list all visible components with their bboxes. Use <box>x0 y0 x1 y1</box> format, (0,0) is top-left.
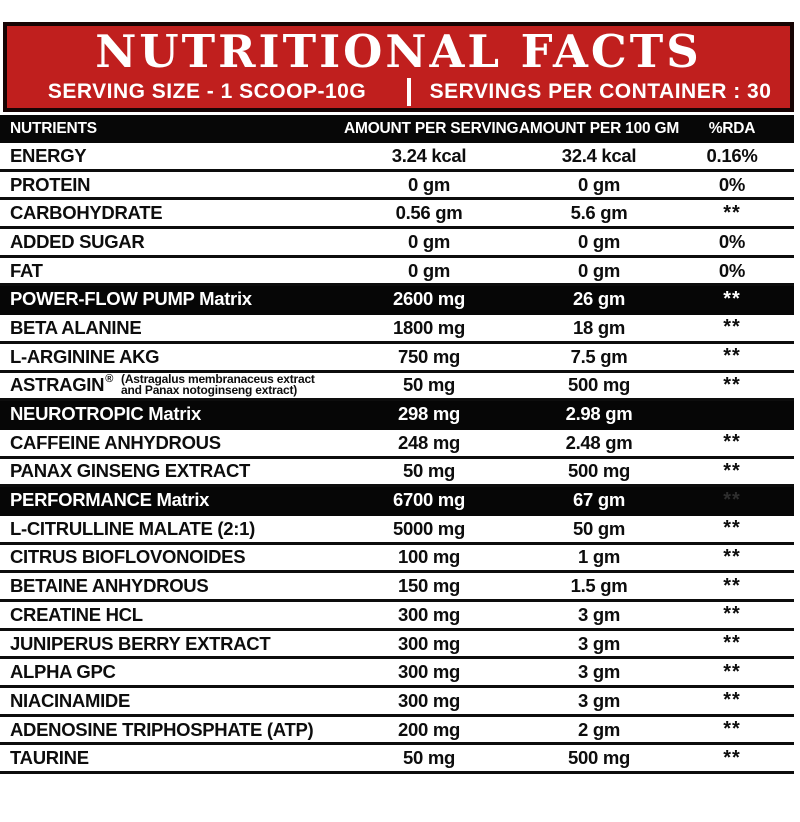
nutrition-label <box>0 22 800 822</box>
amount-per-100gm-value: 3 gm <box>578 603 620 625</box>
rda-value: ** <box>723 345 741 368</box>
column-header-rda: %RDA <box>708 120 756 137</box>
nutrient-name-cell <box>0 633 344 655</box>
nutrient-name-cell <box>0 489 344 511</box>
rda-value: ** <box>723 373 741 396</box>
table-row <box>0 631 794 660</box>
amount-per-serving-value: 200 mg <box>398 718 460 740</box>
nutrient-name: POWER-FLOW PUMP Matrix <box>10 288 252 310</box>
nutrient-name: NEUROTROPIC Matrix <box>10 403 201 425</box>
nutrient-name-cell <box>0 202 344 224</box>
nutrient-name-cell <box>0 460 344 482</box>
amount-per-100gm-value: 2 gm <box>578 718 620 740</box>
nutrient-name: PERFORMANCE Matrix <box>10 489 210 511</box>
rda-value: ** <box>723 689 741 712</box>
rda-value: 0.16% <box>706 144 758 166</box>
amount-per-serving-value: 298 mg <box>398 403 460 425</box>
amount-per-100gm-value: 2.48 gm <box>565 431 633 453</box>
nutrient-name: PROTEIN <box>10 173 91 195</box>
rda-value: 0% <box>718 230 746 252</box>
amount-per-100gm-value: 0 gm <box>578 259 620 281</box>
amount-per-100gm-value: 26 gm <box>573 288 625 310</box>
nutrient-name: CARBOHYDRATE <box>10 202 163 224</box>
amount-per-serving-value: 248 mg <box>398 431 460 453</box>
table-row <box>0 516 794 545</box>
nutrient-note-line1: (Astragalus membranaceus extract <box>121 371 315 386</box>
amount-per-serving-value: 150 mg <box>398 575 460 597</box>
nutrient-name-cell <box>0 546 344 568</box>
amount-per-serving-value: 0 gm <box>408 173 450 195</box>
amount-per-serving-value: 0 gm <box>408 259 450 281</box>
amount-per-100gm-value: 1 gm <box>578 546 620 568</box>
label-title: NUTRITIONAL FACTS <box>95 25 702 78</box>
amount-per-100gm-value: 50 gm <box>573 517 625 539</box>
nutrient-name-cell <box>0 260 344 282</box>
rda-value: ** <box>723 517 741 540</box>
nutrient-name-cell <box>0 346 344 368</box>
rda-value: ** <box>723 201 741 224</box>
nutrient-name-cell <box>0 231 344 253</box>
nutrient-name: ENERGY <box>10 144 87 166</box>
servings-per-container-text: SERVINGS PER CONTAINER : 30 <box>429 80 772 103</box>
amount-per-serving-value: 3.24 kcal <box>391 144 467 166</box>
table-row <box>0 172 794 201</box>
column-header-nutrients: NUTRIENTS <box>10 120 97 137</box>
nutrient-name: CREATINE HCL <box>10 603 143 625</box>
nutrient-name: BETA ALANINE <box>10 316 142 338</box>
nutrient-name-cell <box>0 371 344 398</box>
table-row <box>0 430 794 459</box>
amount-per-100gm-value: 7.5 gm <box>570 345 628 367</box>
amount-per-100gm-value: 67 gm <box>573 489 625 511</box>
nutrient-name-cell <box>0 575 344 597</box>
table-row <box>0 459 794 488</box>
column-header-amount-per-serving: AMOUNT PER SERVING <box>344 120 519 137</box>
nutrient-name: CITRUS BIOFLOVONOIDES <box>10 546 246 568</box>
nutrient-name-cell <box>0 719 344 741</box>
amount-per-100gm-value: 3 gm <box>578 661 620 683</box>
amount-per-serving-value: 50 mg <box>403 747 455 769</box>
amount-per-100gm-value: 3 gm <box>578 632 620 654</box>
nutrient-name: PANAX GINSENG EXTRACT <box>10 460 251 482</box>
table-row <box>0 258 794 287</box>
amount-per-100gm-value: 5.6 gm <box>570 202 628 224</box>
table-row <box>0 573 794 602</box>
amount-per-serving-value: 50 mg <box>403 374 455 396</box>
amount-per-100gm-value: 2.98 gm <box>565 403 633 425</box>
column-header-amount-per-100gm: AMOUNT PER 100 GM <box>518 120 680 137</box>
nutrient-name: TAURINE <box>10 747 89 769</box>
table-row <box>0 200 794 229</box>
nutrient-name-cell <box>0 288 344 310</box>
rda-value: ** <box>723 459 741 482</box>
rda-value: ** <box>723 545 741 568</box>
nutrient-name-cell <box>0 604 344 626</box>
nutrient-name: ALPHA GPC <box>10 661 116 683</box>
rda-value: ** <box>723 287 741 310</box>
table-row <box>0 344 794 373</box>
serving-info <box>7 77 790 107</box>
table-row <box>0 373 794 402</box>
nutrient-name: BETAINE ANHYDROUS <box>10 575 209 597</box>
amount-per-100gm-value: 32.4 kcal <box>561 144 637 166</box>
amount-per-serving-value: 2600 mg <box>393 288 465 310</box>
amount-per-100gm-value: 500 mg <box>568 460 630 482</box>
table-row <box>0 143 794 172</box>
nutrient-note-line2: and Panax notoginseng extract) <box>121 383 298 398</box>
amount-per-100gm-value: 3 gm <box>578 689 620 711</box>
amount-per-serving-value: 1800 mg <box>393 316 465 338</box>
table-row <box>0 602 794 631</box>
rda-value: ** <box>723 660 741 683</box>
amount-per-serving-value: 5000 mg <box>393 517 465 539</box>
nutrient-name: CAFFEINE ANHYDROUS <box>10 431 221 453</box>
amount-per-100gm-value: 500 mg <box>568 374 630 396</box>
rda-value: ** <box>723 603 741 626</box>
nutrient-name: NIACINAMIDE <box>10 689 131 711</box>
serving-size-text: SERVING SIZE - 1 SCOOP-10G <box>47 80 367 103</box>
table-row <box>0 229 794 258</box>
amount-per-serving-value: 0 gm <box>408 230 450 252</box>
matrix-section-row <box>0 286 794 315</box>
table-header-row <box>0 115 794 143</box>
rda-value: ** <box>723 431 741 454</box>
amount-per-serving-value: 300 mg <box>398 661 460 683</box>
nutrient-name-cell <box>0 690 344 712</box>
amount-per-100gm-value: 500 mg <box>568 747 630 769</box>
amount-per-serving-value: 100 mg <box>398 546 460 568</box>
amount-per-100gm-value: 0 gm <box>578 173 620 195</box>
table-row <box>0 315 794 344</box>
table-row <box>0 545 794 574</box>
nutrient-name: L-ARGININE AKG <box>10 345 160 367</box>
amount-per-serving-value: 750 mg <box>398 345 460 367</box>
amount-per-serving-value: 6700 mg <box>393 489 465 511</box>
nutrients-table <box>0 143 800 774</box>
amount-per-serving-value: 300 mg <box>398 632 460 654</box>
nutrient-name: ADDED SUGAR <box>10 230 145 252</box>
matrix-section-row <box>0 401 794 430</box>
rda-value: 0% <box>718 259 746 281</box>
amount-per-serving-value: 300 mg <box>398 603 460 625</box>
nutrient-name: ASTRAGIN <box>10 374 105 396</box>
table-row <box>0 717 794 746</box>
table-row <box>0 688 794 717</box>
nutrient-name-cell <box>0 518 344 540</box>
nutrient-name: L-CITRULLINE MALATE (2:1) <box>10 517 255 539</box>
amount-per-100gm-value: 0 gm <box>578 230 620 252</box>
matrix-section-row <box>0 487 794 516</box>
nutrient-name: ADENOSINE TRIPHOSPHATE (ATP) <box>10 718 314 740</box>
label-header <box>3 22 794 112</box>
nutrient-name-cell <box>0 747 344 769</box>
amount-per-100gm-value: 18 gm <box>573 316 625 338</box>
amount-per-serving-value: 300 mg <box>398 689 460 711</box>
nutrient-name-cell <box>0 403 344 425</box>
amount-per-serving-value: 50 mg <box>403 460 455 482</box>
nutrient-name-cell <box>0 145 344 167</box>
registered-trademark-symbol: ® <box>105 373 114 386</box>
nutrient-name: JUNIPERUS BERRY EXTRACT <box>10 632 271 654</box>
rda-value: 0% <box>718 173 746 195</box>
rda-value: ** <box>723 574 741 597</box>
rda-value: ** <box>723 718 741 741</box>
rda-value: ** <box>723 746 741 769</box>
nutrient-name-cell <box>0 661 344 683</box>
rda-value: ** <box>723 632 741 655</box>
table-row <box>0 745 794 774</box>
nutrient-name-cell <box>0 317 344 339</box>
nutrient-name-cell <box>0 432 344 454</box>
table-row <box>0 659 794 688</box>
amount-per-serving-value: 0.56 gm <box>395 202 463 224</box>
amount-per-100gm-value: 1.5 gm <box>570 575 628 597</box>
nutrient-name-cell <box>0 174 344 196</box>
rda-value: ** <box>723 488 741 511</box>
nutrient-note <box>121 371 315 398</box>
nutrient-name: FAT <box>10 259 43 281</box>
rda-value: ** <box>723 316 741 339</box>
